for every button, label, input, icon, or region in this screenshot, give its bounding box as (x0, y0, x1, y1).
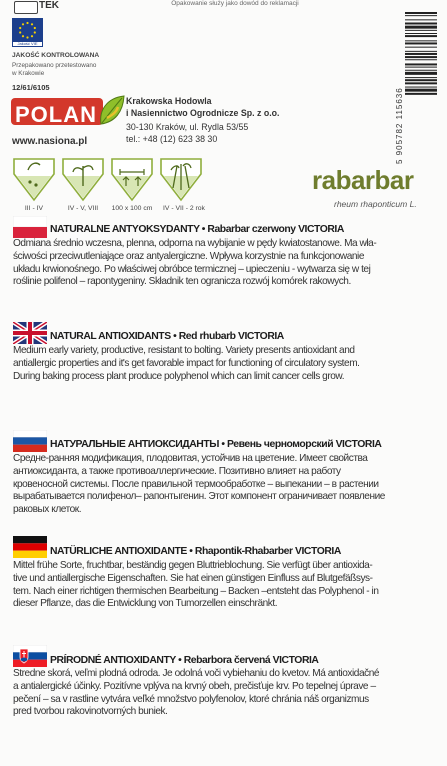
body-line: кровеносной системы. После правильной термообработке – выпекании – в растении (13, 478, 379, 490)
barcode-bar (405, 56, 437, 58)
packed-note: Przepakowano przetestowano (12, 62, 97, 69)
barcode-bar (405, 93, 437, 95)
company-line-2: i Nasiennictwo Ogrodnicze Sp. z o.o. (126, 108, 280, 118)
packed-location: w Krakowie (12, 70, 45, 77)
section-title-sk: PRÍRODNÉ ANTIOXIDANTY • Rebarbora červená VICTORIA (50, 655, 319, 666)
body-line: Medium early variety, productive, resistant to bolting. Variety presents antioxidant and (13, 345, 355, 356)
barcode-bar (405, 47, 437, 48)
section-body-de (13, 560, 437, 611)
complaint-note: Opakowanie służy jako dowód do reklamacji (171, 0, 299, 7)
barcode-bar (405, 42, 437, 44)
russia-flag-icon (13, 430, 47, 452)
harvest-label: IV - VII - 2 rok (163, 205, 205, 212)
barcode (405, 12, 437, 162)
germany-flag-icon (13, 536, 47, 558)
barcode-digits: 5 905782 115636 (395, 87, 404, 164)
barcode-bar (405, 19, 437, 20)
website-link[interactable]: www.nasiona.pl (12, 136, 88, 147)
barcode-bar (405, 89, 437, 92)
polan-logo-text: POLAN (15, 102, 97, 127)
section-title-ru: НАТУРАЛЬНЫЕ АНТИОКСИДАНТЫ • Ревень черноморский VICTORIA (50, 439, 382, 450)
harvest-icon (159, 156, 203, 202)
eu-quality-tag: Jakość VIE (12, 41, 43, 47)
company-address (126, 121, 248, 145)
latin-name: rheum rhaponticum L. (334, 199, 417, 209)
body-line: Mittel frühe Sorte, fruchtbar, beständig gegen Bluttrieblochung. Sie verfügt über antioxida- (13, 560, 373, 571)
planting-icon (61, 156, 105, 202)
product-title: rabarbar (312, 165, 414, 195)
planting-label: IV - V, VIII (67, 205, 99, 212)
spacing-icon (110, 156, 154, 202)
barcode-bar (405, 12, 437, 14)
eco-logo-icon (14, 1, 38, 14)
barcode-bar (405, 53, 437, 55)
company-name (126, 95, 279, 119)
body-line: раковых клеток. (13, 504, 82, 516)
body-line: antiallergic properties and it's get favorable impact for functioning of circulatory system. (13, 357, 360, 369)
barcode-bar (405, 67, 437, 68)
section-body-en (13, 345, 437, 383)
section-title-pl: NATURALNE ANTYOKSYDANTY • Rabarbar czerwony VICTORIA (50, 224, 344, 235)
uk-flag-icon (13, 322, 47, 344)
body-line: dieser Pflanze, das die Entwicklung von Tumorzellen einschränkt. (13, 598, 278, 610)
body-line: układu krwionośnego. Po właściwej obróbce termicznej – upieczeniu - wytwarza się w tej (13, 263, 371, 275)
section-title-en: NATURAL ANTIOXIDANTS • Red rhubarb VICTORIA (50, 331, 284, 342)
barcode-bar (405, 40, 437, 41)
barcode-bar (405, 77, 437, 78)
body-line: tem. Nach einer richtigen thermischen Bearbeitung – Backen –entsteht das Polyphenol - in (13, 585, 379, 597)
body-line: roślinie polifenol – rapontygeniny. Składnik ten ogranicza rozwój komórek rakowych. (13, 276, 351, 288)
body-line: During baking process plant produce polyphenol which can limit cancer cells grow. (13, 370, 345, 382)
section-title-de: NATÜRLICHE ANTIOXIDANTE • Rhapontik-Rhabarber VICTORIA (50, 546, 341, 557)
slovakia-flag-icon (13, 645, 47, 667)
barcode-bar (405, 79, 437, 81)
barcode-bar (405, 15, 437, 16)
sowing-label: III - IV (24, 205, 44, 212)
body-line: pečení – sa v rastline vytvára veľké množstvo polyfenolov, ktoré chránia náš organizmus (13, 693, 369, 705)
barcode-bar (405, 51, 437, 52)
sowing-icon (12, 156, 56, 202)
body-line: ściwości przeciwutleniające oraz antyalergiczne. Wpływa korzystnie na funkcjonowanie (13, 250, 364, 262)
section-body-pl (13, 238, 437, 289)
body-line: антиоксиданта, а также противоаллергические. Позитивно влияет на работу (13, 465, 341, 477)
barcode-bar (405, 72, 437, 75)
leaf-icon (97, 94, 127, 128)
body-line: pred tvorbou rakovinotvorných buniek. (13, 706, 168, 718)
barcode-bar (405, 70, 437, 71)
barcode-bar (405, 30, 437, 31)
barcode-bar (405, 33, 437, 34)
barcode-bar (405, 87, 437, 88)
section-body-ru (13, 453, 437, 517)
polan-logo-box (11, 98, 103, 125)
address-line-1: 30-130 Kraków, ul. Rydla 53/55 (126, 122, 249, 132)
body-line: вырабатывается полифенол– рапонтыгенин. Этот компонент ограничивает появление (13, 491, 385, 503)
polan-logo (11, 94, 121, 132)
body-line: Odmiana średnio wczesna, plenna, odporna na wybijanie w pędy kwiatostanowe. Ma wła- (13, 238, 377, 249)
barcode-bar (405, 35, 437, 37)
body-line: Stredne skorá, veľmi plodná odroda. Je odolná voči vybiehaniu do kvetov. Má antioxidačné (13, 668, 380, 679)
barcode-bar (405, 63, 437, 65)
poland-flag-icon (13, 216, 47, 238)
tek-label: TEK (39, 0, 59, 11)
body-line: tive und antiallergische Eigenschaften. Sie hat einen günstigen Einfluss auf Blutgefäßsys- (13, 572, 373, 584)
barcode-bar (405, 23, 437, 25)
body-line: Средне-ранняя модификация, плодовитая, устойчив на цветение. Имеет свойства (13, 453, 368, 464)
barcode-bar (405, 82, 437, 84)
company-line-1: Krakowska Hodowla (126, 96, 212, 106)
batch-number: 12/61/6105 (12, 83, 50, 92)
barcode-bar (405, 59, 437, 60)
section-body-sk (13, 668, 437, 719)
spacing-label: 100 x 100 cm (111, 205, 153, 212)
body-line: a antialergické účinky. Pozitívne vplýva na krvný obeh, prečisťuje krv. Po tepelnej úprave – (13, 680, 376, 692)
address-line-2: tel.: +48 (12) 623 38 30 (126, 134, 218, 144)
barcode-bar (405, 26, 437, 29)
quality-label: JAKOŚĆ KONTROLOWANA (12, 52, 100, 59)
